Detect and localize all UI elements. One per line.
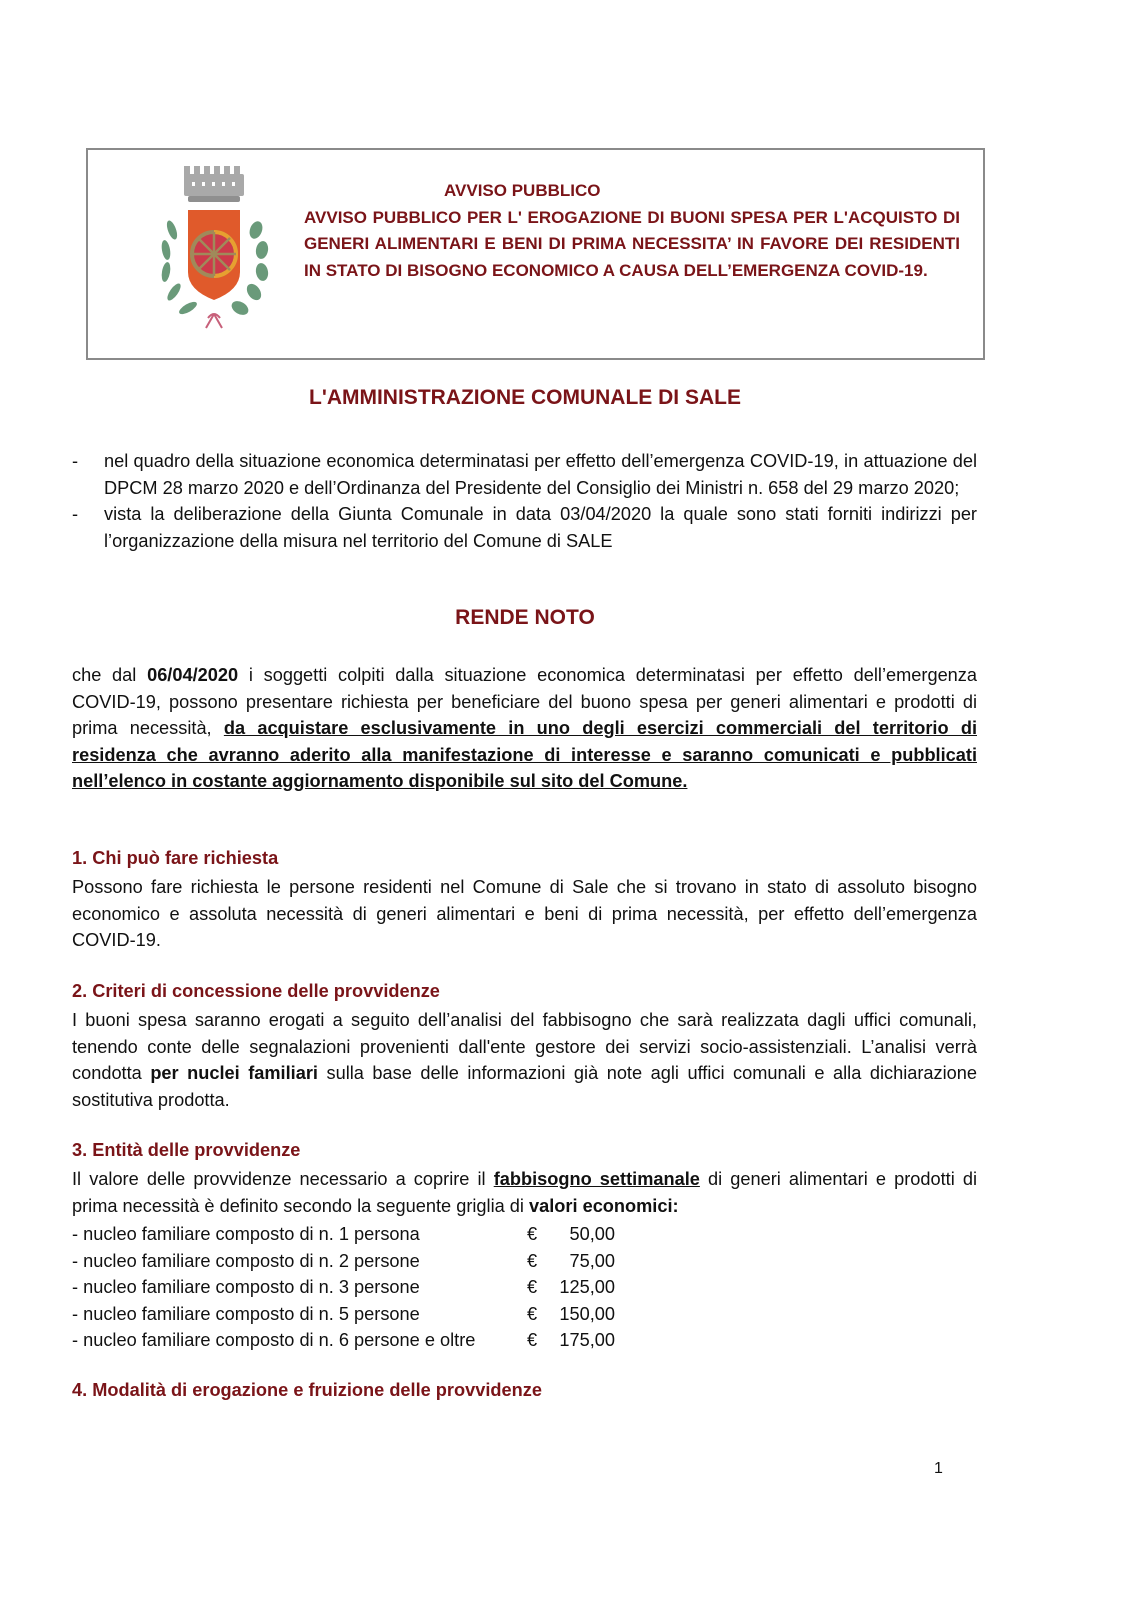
section-3-underlined: fabbisogno settimanale <box>493 1169 700 1189</box>
section-4-heading: 4. Modalità di erogazione e fruizione delle provvidenze <box>72 1380 542 1400</box>
section-3-heading: 3. Entità delle provvidenze <box>72 1140 301 1160</box>
household-label: - nucleo familiare composto di n. 2 persone <box>72 1250 420 1271</box>
amount: 150,00 <box>559 1303 615 1324</box>
intro-underlined-text: da acquistare esclusivamente in uno degli esercizi commerciali del territorio di residenza che avranno aderito alla manifestazione di interesse e saranno comunicati e pubblicati nell’elenco in costante aggiornamento disponibile sul sito del Comune. <box>72 718 977 791</box>
amount: 75,00 <box>569 1250 615 1271</box>
premises-list <box>72 448 977 554</box>
section-2-heading: 2. Criteri di concessione delle provvidenze <box>72 981 440 1001</box>
intro-text: i soggetti colpiti dalla situazione economica determinatasi per effetto dell’emergenza COVID-19, possono presentare richiesta per beneficiare del buono spesa per generi alimentari e prodotti di prima necessità, <box>72 665 978 738</box>
section-2-bold: per nuclei familiari <box>150 1063 318 1083</box>
section-2-text-part: sulla base delle informazioni già note agli uffici comunali e alla dichiarazione sostitutiva prodotta. <box>72 1063 978 1110</box>
notice-subject: AVVISO PUBBLICO PER L' EROGAZIONE DI BUONI SPESA PER L'ACQUISTO DI GENERI ALIMENTARI E BENI DI PRIMA NECESSITA’ IN FAVORE DEI RESIDENTI IN STATO DI BISOGNO ECONOMICO A CAUSA DELL’EMERGENZA COVID-19. <box>304 207 960 280</box>
header-text <box>304 178 960 284</box>
coat-of-arms-icon <box>148 160 278 335</box>
section-3-bold: valori economici: <box>529 1195 679 1216</box>
amount: 125,00 <box>559 1277 615 1297</box>
section-2-text <box>72 1007 977 1113</box>
household-label: - nucleo familiare composto di n. 5 persone <box>72 1303 420 1324</box>
intro-text: che dal <box>72 665 148 685</box>
euro-sign: € <box>527 1224 538 1244</box>
premise-item <box>72 448 977 501</box>
grid-row <box>72 1221 615 1248</box>
page-number: 1 <box>934 1460 943 1477</box>
administration-title: L'AMMINISTRAZIONE COMUNALE DI SALE <box>309 386 741 409</box>
bullet-dash: - <box>72 451 79 471</box>
household-label: - nucleo familiare composto di n. 6 persone e oltre <box>72 1330 476 1350</box>
household-label: - nucleo familiare composto di n. 1 persona <box>72 1224 420 1244</box>
bullet-dash: - <box>72 504 79 524</box>
section-1-text: Possono fare richiesta le persone residenti nel Comune di Sale che si trovano in stato di assoluto bisogno economico e assoluta necessità di generi alimentari e beni di prima necessità, per effetto dell’emergenza COVID-19. <box>72 877 977 950</box>
section-1-heading: 1. Chi può fare richiesta <box>72 848 279 868</box>
amount: 50,00 <box>569 1224 615 1244</box>
grid-row <box>72 1327 615 1354</box>
premise-text: nel quadro della situazione economica determinatasi per effetto dell’emergenza COVID-19, in attuazione del DPCM 28 marzo 2020 e dell’Ordinanza del Presidente del Consiglio dei Ministri n. 658 del 29 marzo 2020; <box>104 451 977 498</box>
grid-row <box>72 1301 615 1328</box>
euro-sign: € <box>527 1330 538 1350</box>
euro-sign: € <box>527 1277 538 1297</box>
value-grid <box>72 1221 615 1354</box>
section-3-text-part: di generi alimentari e prodotti di prima necessità è definito secondo la seguente griglia di <box>72 1169 977 1216</box>
rende-noto-heading: RENDE NOTO <box>455 606 595 629</box>
section-3-text <box>72 1166 977 1219</box>
header-box <box>86 148 985 360</box>
intro-paragraph <box>72 662 977 795</box>
start-date: 06/04/2020 <box>147 665 239 685</box>
grid-row <box>72 1274 615 1301</box>
household-label: - nucleo familiare composto di n. 3 persone <box>72 1277 420 1297</box>
premise-text: vista la deliberazione della Giunta Comunale in data 03/04/2020 la quale sono stati forniti indirizzi per l’organizzazione della misura nel territorio del Comune di SALE <box>104 504 977 551</box>
section-2-text-part: I buoni spesa saranno erogati a seguito dell’analisi del fabbisogno che sarà realizzata dagli uffici comunali, tenendo conte delle segnalazioni provenienti dall'ente gestore dei servizi socio-assistenziali. L’analisi verrà condotta <box>72 1010 977 1083</box>
euro-sign: € <box>527 1303 538 1324</box>
grid-row <box>72 1248 615 1275</box>
amount: 175,00 <box>559 1330 615 1350</box>
section-3-text-part: Il valore delle provvidenze necessario a coprire il <box>72 1169 494 1189</box>
notice-title: AVVISO PUBBLICO <box>444 181 601 200</box>
euro-sign: € <box>527 1250 538 1271</box>
premise-item <box>72 501 977 554</box>
